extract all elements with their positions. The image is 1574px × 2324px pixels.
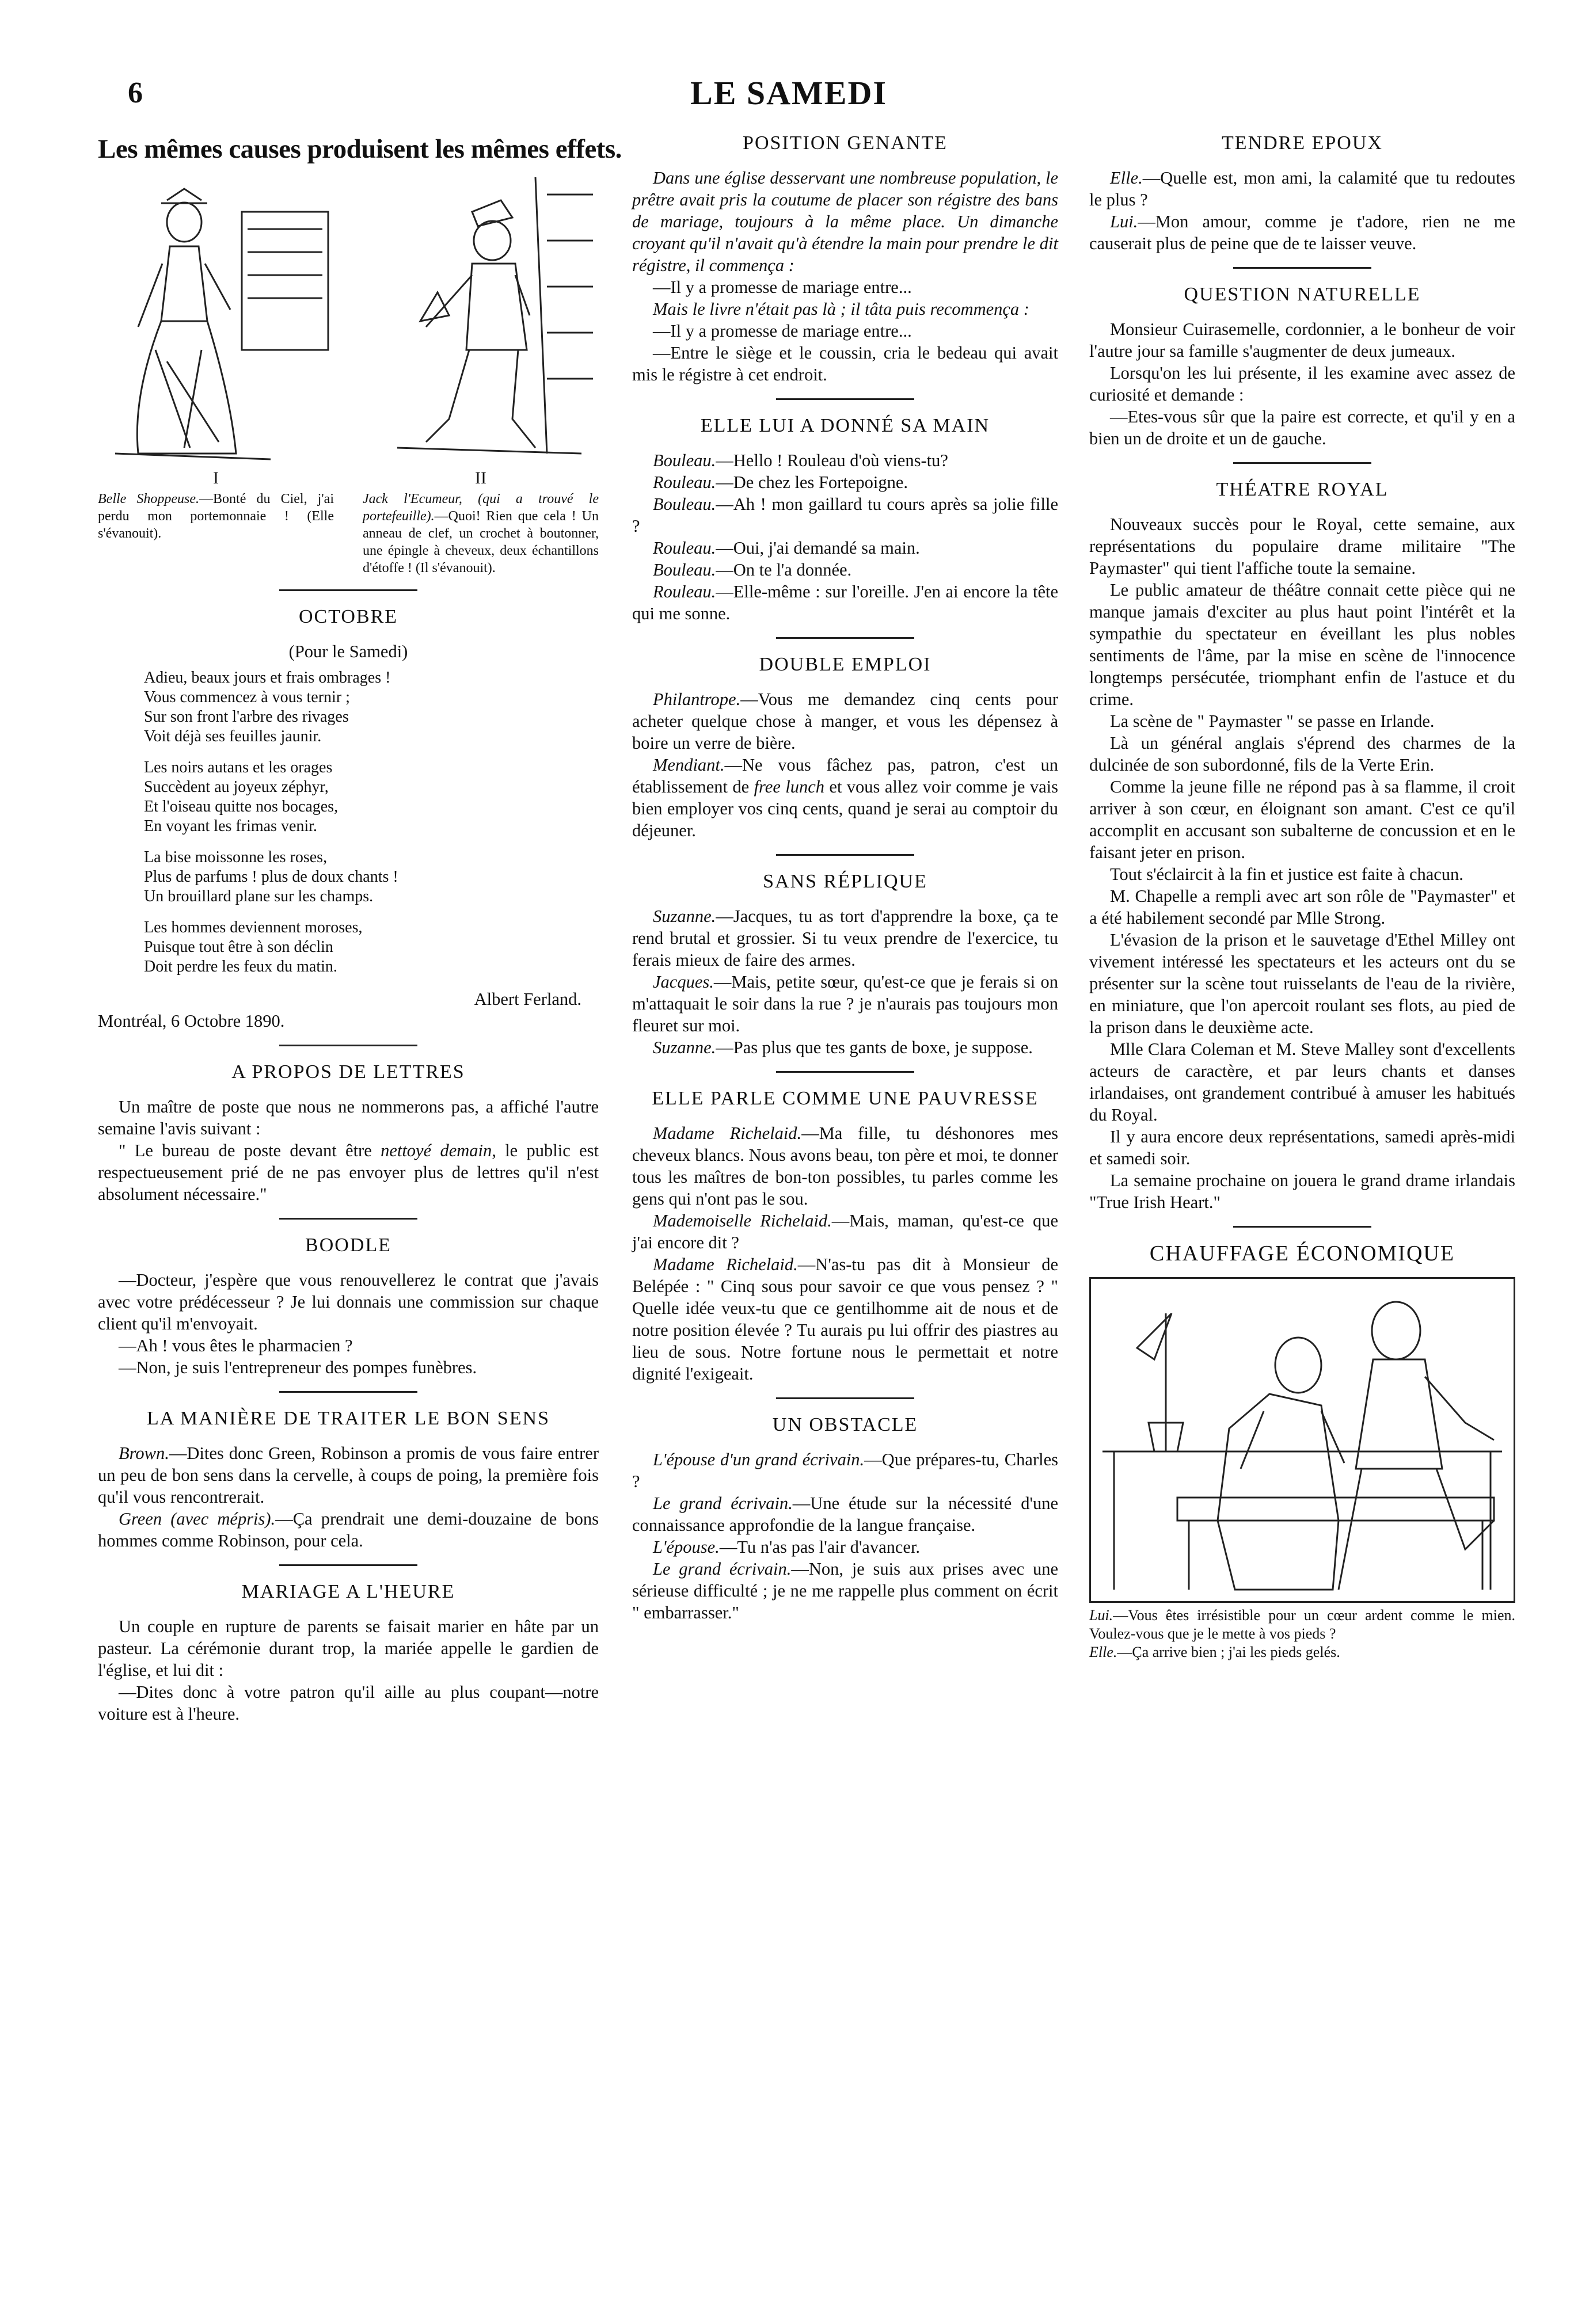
dialogue: —Quelle est, mon ami, la calamité que tu redoutes le plus ? <box>1089 168 1515 209</box>
dialogue-line <box>632 1254 1058 1385</box>
dialogue: —De chez les Fortepoigne. <box>716 473 908 492</box>
paragraph <box>98 1508 599 1552</box>
speaker: Madame Richelaid. <box>653 1123 802 1143</box>
paragraph: —Dites donc à votre patron qu'il aille au plus coupant—notre voiture est à l'heure. <box>98 1682 599 1724</box>
dialogue-line <box>632 971 1058 1037</box>
paragraph: —Il y a promesse de mariage entre... <box>653 321 912 341</box>
divider <box>279 1218 417 1220</box>
poem-line: Plus de parfums ! plus de doux chants ! <box>144 868 398 886</box>
poem-line: La bise moissonne les roses, <box>144 848 328 866</box>
poem-line: Puisque tout être à son déclin <box>144 938 333 956</box>
section-heading-main: ELLE LUI A DONNÉ SA MAIN <box>700 415 990 436</box>
section-heading-position: POSITION GENANTE <box>743 132 948 154</box>
paragraph: Un maître de poste que nous ne nommerons pas, a affiché l'autre semaine l'avis suivant : <box>98 1097 599 1138</box>
divider <box>279 589 417 591</box>
section-heading-octobre: OCTOBRE <box>298 606 398 627</box>
lady-fainting-illustration <box>98 177 334 465</box>
paragraph: L'évasion de la prison et le sauvetage d'Ethel Milley ont vivement intéressé les spectateurs et les acteurs ont du se présenter sur la scène tout ruisselants de l'eau de la rivière, en miniature, que l'on apercoit roulant ses flots, au pied de la prison dans le deuxième acte. <box>1089 930 1515 1037</box>
section-heading-obstacle: UN OBSTACLE <box>772 1414 918 1435</box>
dialogue: —Mais, maman, qu'est-ce que j'ai encore dit ? <box>632 1211 1058 1252</box>
speaker: Madame Richelaid. <box>653 1255 798 1274</box>
speaker: Rouleau. <box>653 538 716 558</box>
dialogue-line <box>632 1492 1058 1536</box>
speaker: Suzanne. <box>653 906 716 926</box>
speaker: Rouleau. <box>653 473 716 492</box>
section-heading-maniere: LA MANIÈRE DE TRAITER LE BON SENS <box>146 1408 550 1429</box>
text-run-italic: nettoyé demain <box>381 1141 492 1160</box>
dialogue-line <box>1089 211 1515 254</box>
masthead: LE SAMEDI <box>690 74 887 112</box>
divider <box>776 1071 914 1073</box>
paragraph: Un couple en rupture de parents se faisait marier en hâte par un pasteur. La cérémonie durant trop, la mariée appelle le gardien de l'église, et lui dit : <box>98 1617 599 1680</box>
caption-line <box>1089 1643 1515 1662</box>
paragraph: Nouveaux succès pour le Royal, cette semaine, aux représentations du populaire drame militaire "The Paymaster" qui tient l'affiche toute la semaine. <box>1089 515 1515 578</box>
dialogue-line <box>632 1558 1058 1624</box>
speaker: Lui. <box>1110 212 1138 231</box>
caption-line <box>1089 1606 1515 1643</box>
paragraph: —Il y a promesse de mariage entre... <box>653 277 912 297</box>
dialogue-line <box>632 1210 1058 1254</box>
paragraph: —Non, je suis l'entrepreneur des pompes funèbres. <box>119 1358 477 1377</box>
dialogue: —Que prépares-tu, Charles ? <box>632 1450 1058 1491</box>
figure-number-2: II <box>475 468 486 487</box>
poem-stanza <box>144 848 599 906</box>
chauffage-caption <box>1089 1606 1515 1662</box>
dialogue: et vous allez voir comme je vais bien employer vos cinq cents, quand je serai au comptoir du déjeuner. <box>632 777 1058 840</box>
text-run: " Le bureau de poste devant être <box>119 1141 381 1160</box>
man-fainting-illustration <box>363 177 599 465</box>
poem-stanza <box>144 758 599 836</box>
paragraph: —Entre le siège et le coussin, cria le bedeau qui avait mis le régistre à cet endroit. <box>632 343 1058 384</box>
dialogue-line <box>632 471 1058 493</box>
dialogue-italic: free lunch <box>754 777 825 797</box>
paragraph <box>98 1140 599 1205</box>
divider <box>1233 267 1371 269</box>
paragraph: La semaine prochaine on jouera le grand drame irlandais "True Irish Heart." <box>1089 1171 1515 1212</box>
divider <box>279 1391 417 1393</box>
speaker: Rouleau. <box>653 582 716 601</box>
cartoon-pair <box>98 177 599 577</box>
page-number: 6 <box>128 77 143 109</box>
speaker: Elle. <box>1110 168 1143 188</box>
speaker: Mademoiselle Richelaid. <box>653 1211 832 1230</box>
dialogue: —Hello ! Rouleau d'où viens-tu? <box>716 451 948 470</box>
paragraph: Le public amateur de théâtre connait cette pièce qui ne manque jamais d'exciter au plus haut point l'intérêt et la sympathie du spectateur en éveillant les plus nobles sentiments de l'âme, par la mise en scène de l'innocence longtemps persécutée, triomphant enfin de l'astuce et du crime. <box>1089 580 1515 709</box>
dialogue-line <box>1089 167 1515 211</box>
dialogue: —Vous êtes irrésistible pour un cœur ardent comme le mien. Voulez-vous que je le mette à vos pieds ? <box>1089 1607 1515 1642</box>
dialogue-line <box>632 449 1058 471</box>
section-heading-emploi: DOUBLE EMPLOI <box>759 654 932 675</box>
divider <box>776 854 914 856</box>
section-heading-theatre: THÉATRE ROYAL <box>1216 479 1389 500</box>
paragraph: La scène de " Paymaster " se passe en Irlande. <box>1110 711 1435 731</box>
speaker: Brown. <box>119 1443 169 1463</box>
dialogue: —Ma fille, tu déshonores mes cheveux blancs. Nous avons beau, ton père et moi, te donner tous les maîtres de bon-ton possibles, tu parles comme les gens qui n'ont pas le sou. <box>632 1123 1058 1209</box>
figure-number-1: I <box>213 468 219 487</box>
dialogue: —N'as-tu pas dit à Monsieur de Belépée : " Cinq sous pour savoir ce que vous pensez ? " Quelle idée veux-tu que ce gentilhomme ait de nous et de notre position élevée ? Tu aurais pu lui offrir des piastres au lieu de sous. Notre fortune nous le permettait et notre dignité l'exigeait. <box>632 1255 1058 1384</box>
speaker: Le grand écrivain. <box>653 1559 792 1579</box>
dialogue: —Elle-même : sur l'oreille. J'en ai encore la tête qui me sonne. <box>632 582 1058 623</box>
poem-line: Voit déjà ses feuilles jaunir. <box>144 727 322 745</box>
speaker: Bouleau. <box>653 494 716 514</box>
dialogue-line <box>632 905 1058 971</box>
dialogue: —Ça arrive bien ; j'ai les pieds gelés. <box>1117 1644 1340 1660</box>
poem-line: Doit perdre les feux du matin. <box>144 958 337 976</box>
dialogue: —Mais, petite sœur, qu'est-ce que je ferais si on m'attaquait le soir dans la rue ? je n'aurais pas toujours mon fleuret sur moi. <box>632 972 1058 1035</box>
speaker: Jacques. <box>653 972 714 992</box>
paragraph: Mais le livre n'était pas là ; il tâta puis recommença : <box>653 299 1029 319</box>
dialogue-line <box>632 754 1058 841</box>
paragraph: Tout s'éclaircit à la fin et justice est faite à chacun. <box>1110 864 1463 884</box>
divider <box>279 1045 417 1046</box>
section-heading-lettres: A PROPOS DE LETTRES <box>231 1061 465 1083</box>
section-heading-pauvresse: ELLE PARLE COMME UNE PAUVRESSE <box>652 1088 1039 1109</box>
caption-text: —Bonté du Ciel, j'ai perdu mon portemonnaie ! (Elle s'évanouit). <box>98 492 334 541</box>
paragraph: —Docteur, j'espère que vous renouvellerez le contrat que j'avais avec votre prédécesseur ? Je lui donnais une commission sur chaque client qu'il m'envoyait. <box>98 1270 599 1334</box>
speaker: Elle. <box>1089 1644 1117 1660</box>
caption-speaker: Jack l'Ecumeur, (qui a trouvé le portefeuille). <box>363 492 599 524</box>
dialogue-line <box>632 1037 1058 1058</box>
speaker: Lui. <box>1089 1607 1113 1624</box>
speaker: Bouleau. <box>653 560 716 580</box>
dialogue: —Mon amour, comme je t'adore, rien ne me causerait plus de peine que de te laisser veuve. <box>1089 212 1515 253</box>
paragraph: M. Chapelle a rempli avec art son rôle de "Paymaster" et a été habilement secondé par Mlle Strong. <box>1089 886 1515 928</box>
paragraph: Dans une église desservant une nombreuse population, le prêtre avait pris la coutume de placer son régistre des bans de mariage, toujours à la même place. Un dimanche croyant qu'il n'avait qu'à étendre la main pour prendre le dit régistre, il commença : <box>632 168 1058 275</box>
poem-line: Vous commencez à vous ternir ; <box>144 688 350 706</box>
poem-place-date: Montréal, 6 Octobre 1890. <box>98 1011 285 1031</box>
speaker: Le grand écrivain. <box>653 1494 793 1513</box>
figure-caption-2 <box>363 490 599 577</box>
chauffage-illustration-frame <box>1089 1277 1515 1603</box>
speaker: L'épouse. <box>653 1537 720 1557</box>
dialogue-line <box>632 493 1058 537</box>
dialogue: —Oui, j'ai demandé sa main. <box>716 538 920 558</box>
poem-author: Albert Ferland. <box>474 989 581 1009</box>
dialogue-line <box>632 559 1058 581</box>
dialogue: —Ça prendrait une demi-douzaine de bons hommes comme Robinson, pour cela. <box>98 1509 599 1550</box>
divider <box>279 1564 417 1566</box>
section-heading-naturelle: QUESTION NATURELLE <box>1184 284 1421 305</box>
caption-speaker: Belle Shoppeuse. <box>98 492 200 506</box>
paragraph: —Ah ! vous êtes le pharmacien ? <box>119 1336 353 1355</box>
dialogue-line <box>632 1122 1058 1210</box>
dialogue: —Ne vous fâchez pas, patron, c'est un établissement de <box>632 755 1058 797</box>
speaker: Mendiant. <box>653 755 725 775</box>
poem-line: Sur son front l'arbre des rivages <box>144 708 349 726</box>
divider <box>776 637 914 639</box>
section-heading-chauffage: CHAUFFAGE ÉCONOMIQUE <box>1149 1241 1455 1266</box>
dialogue-line <box>632 581 1058 624</box>
poem-line: Et l'oiseau quitte nos bocages, <box>144 798 339 816</box>
poem-line: Succèdent au joyeux zéphyr, <box>144 778 329 796</box>
divider <box>776 398 914 400</box>
dialogue: —On te l'a donnée. <box>716 560 852 580</box>
divider <box>1233 1226 1371 1228</box>
poem-line: En voyant les frimas venir. <box>144 817 317 835</box>
dialogue-line <box>632 537 1058 559</box>
column-left <box>98 132 622 1725</box>
poem-byline: (Pour le Samedi) <box>288 642 408 661</box>
dialogue: —Jacques, tu as tort d'apprendre la boxe, ça te rend brutal et grossier. Si tu veux prendre de l'exercice, tu ferais mieux de faire des armes. <box>632 906 1058 970</box>
paragraph: —Etes-vous sûr que la paire est correcte, et qu'il y en a bien un de droite et un de gauche. <box>1089 407 1515 448</box>
speaker: Bouleau. <box>653 451 716 470</box>
paragraph: Monsieur Cuirasemelle, cordonnier, a le bonheur de voir l'autre jour sa famille s'augmenter de deux jumeaux. <box>1089 319 1515 361</box>
speaker: Philantrope. <box>653 689 741 709</box>
paragraph: Là un général anglais s'éprend des charmes de la dulcinée de son subordonné, fils de la Verte Erin. <box>1089 733 1515 775</box>
paragraph: Comme la jeune fille ne répond pas à sa flamme, il croit arriver à son cœur, en éloignant son amant. C'est ce qu'il accomplit en accusant son subalterne de concussion et en le faisant jeter en prison. <box>1089 777 1515 862</box>
dialogue: —Tu n'as pas l'air d'avancer. <box>719 1537 921 1557</box>
dialogue: —Vous me demandez cinq cents pour acheter quelque chose à manger, et vous les dépensez à boire un verre de bière. <box>632 689 1058 753</box>
speaker: L'épouse d'un grand écrivain. <box>653 1450 865 1469</box>
paragraph: Mlle Clara Coleman et M. Steve Malley sont d'excellents acteurs de caractère, et par leurs chants et danses irlandaises, ont grandement contribué à amuser les habitués du Royal. <box>1089 1039 1515 1125</box>
dialogue: —Dites donc Green, Robinson a promis de vous faire entrer un peu de bon sens dans la cervelle, à coups de poing, la première fois qu'il vous rencontrerait. <box>98 1443 599 1507</box>
column-right <box>1089 132 1515 1662</box>
poem-stanza <box>144 668 599 746</box>
cartoon-panel-2 <box>363 177 599 577</box>
divider <box>776 1397 914 1399</box>
poem-stanza <box>144 918 599 977</box>
speaker: Suzanne. <box>653 1038 716 1057</box>
dialogue: —Ah ! mon gaillard tu cours après sa jolie fille ? <box>632 494 1058 536</box>
figure-caption-1 <box>98 490 334 542</box>
dialogue: —Une étude sur la nécessité d'une connaissance approfondie de la langue française. <box>632 1494 1058 1535</box>
dialogue-line <box>632 688 1058 754</box>
poem-line: Adieu, beaux jours et frais ombrages ! <box>144 669 391 687</box>
speaker: Green (avec mépris). <box>119 1509 276 1529</box>
poem-line: Un brouillard plane sur les champs. <box>144 887 374 905</box>
couple-on-sofa-illustration <box>1091 1279 1514 1601</box>
cartoon-panel-1 <box>98 177 334 577</box>
section-heading-boodle: BOODLE <box>305 1235 391 1256</box>
poem-line: Les hommes deviennent moroses, <box>144 919 363 936</box>
dialogue: —Pas plus que tes gants de boxe, je suppose. <box>716 1038 1033 1057</box>
divider <box>1233 462 1371 464</box>
text-run: , le public est respectueusement prié de ne pas envoyer plus de lettres qu'il n'est absolument nécessaire." <box>98 1141 599 1204</box>
dialogue-line <box>632 1449 1058 1492</box>
dialogue: —Non, je suis aux prises avec une sérieuse difficulté ; je ne me rappelle plus comment on écrit " embarrasser." <box>632 1559 1058 1622</box>
cartoon-title: Les mêmes causes produisent les mêmes effets. <box>98 134 622 164</box>
section-heading-mariage: MARIAGE A L'HEURE <box>241 1581 455 1602</box>
column-middle <box>632 132 1058 1624</box>
dialogue-line <box>632 1536 1058 1558</box>
section-heading-replique: SANS RÉPLIQUE <box>763 871 927 892</box>
poem-octobre <box>144 668 599 977</box>
poem-line: Les noirs autans et les orages <box>144 759 333 776</box>
paragraph: Lorsqu'on les lui présente, il les examine avec assez de curiosité et demande : <box>1089 363 1515 405</box>
paragraph <box>98 1442 599 1508</box>
section-heading-epoux: TENDRE EPOUX <box>1222 132 1383 154</box>
caption-text: —Quoi! Rien que cela ! Un anneau de clef, un crochet à boutonner, une épingle à cheveux, deux échantillons d'étoffe ! (Il s'évanouit). <box>363 509 599 576</box>
paragraph: Il y aura encore deux représentations, samedi après-midi et samedi soir. <box>1089 1127 1515 1168</box>
